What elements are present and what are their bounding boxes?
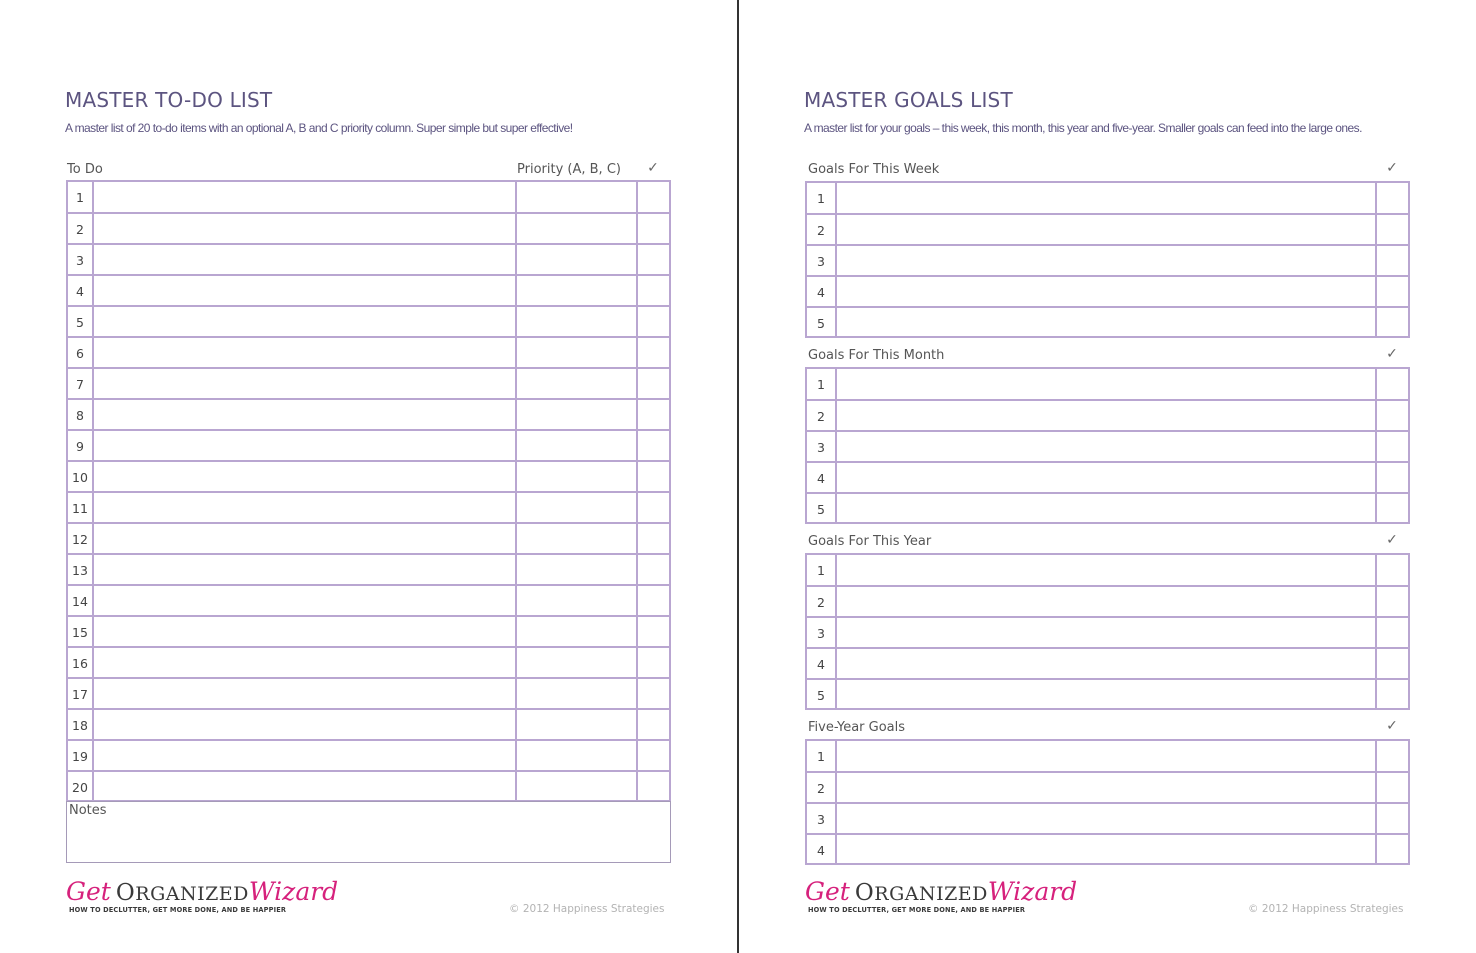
table-row xyxy=(68,336,669,368)
row-number: 1 xyxy=(807,369,837,400)
section-label: Goals For This Week xyxy=(808,162,940,177)
row-number: 10 xyxy=(68,462,94,492)
table-row xyxy=(68,646,669,678)
priority-cell[interactable] xyxy=(515,245,636,275)
copyright-notice: © 2012 Happiness Strategies xyxy=(509,903,665,915)
section-label: Five-Year Goals xyxy=(808,720,906,735)
priority-cell[interactable] xyxy=(515,679,636,709)
table-row xyxy=(807,275,1408,307)
logo-organized-text: RGANIZED xyxy=(874,883,988,905)
goal-cell[interactable] xyxy=(837,618,1375,648)
logo-organized-initial: O xyxy=(115,880,136,906)
goals-table xyxy=(805,739,1410,865)
check-cell[interactable] xyxy=(636,617,669,647)
table-row xyxy=(807,833,1408,865)
goal-cell[interactable] xyxy=(837,463,1375,493)
todo-page xyxy=(0,0,737,953)
check-column-icon: ✓ xyxy=(1386,346,1398,362)
check-cell[interactable] xyxy=(636,493,669,523)
check-cell[interactable] xyxy=(1375,555,1408,586)
table-row xyxy=(807,647,1408,679)
logo-get-text: Get xyxy=(66,877,111,906)
table-row xyxy=(68,212,669,244)
row-number: 3 xyxy=(807,432,837,462)
check-column-icon: ✓ xyxy=(1386,532,1398,548)
priority-cell[interactable] xyxy=(515,338,636,368)
page-subtitle: A master list for your goals – this week, this month, this year and five-year. Smaller goals can feed into the large ones. xyxy=(804,121,1362,135)
check-cell[interactable] xyxy=(636,400,669,430)
table-row xyxy=(68,553,669,585)
check-cell[interactable] xyxy=(636,741,669,771)
logo-get-text: Get xyxy=(805,877,850,906)
priority-cell[interactable] xyxy=(515,586,636,616)
priority-cell[interactable] xyxy=(515,648,636,678)
row-number: 4 xyxy=(807,277,837,307)
table-row xyxy=(807,678,1408,710)
check-column-icon: ✓ xyxy=(647,160,659,176)
logo-tagline: HOW TO DECLUTTER, GET MORE DONE, AND BE HAPPIER xyxy=(808,906,1026,914)
row-number: 4 xyxy=(68,276,94,306)
table-row xyxy=(807,741,1408,772)
goal-cell[interactable] xyxy=(837,741,1375,772)
check-cell[interactable] xyxy=(636,524,669,554)
row-number: 2 xyxy=(68,214,94,244)
table-row xyxy=(68,243,669,275)
goals-table xyxy=(805,367,1410,524)
table-row xyxy=(68,584,669,616)
check-cell[interactable] xyxy=(1375,494,1408,524)
check-cell[interactable] xyxy=(1375,618,1408,648)
priority-cell[interactable] xyxy=(515,710,636,740)
row-number: 1 xyxy=(807,183,837,214)
todo-table xyxy=(66,180,671,802)
row-number: 2 xyxy=(807,215,837,245)
row-number: 5 xyxy=(807,308,837,338)
goal-cell[interactable] xyxy=(837,804,1375,834)
check-cell[interactable] xyxy=(1375,587,1408,617)
row-number: 12 xyxy=(68,524,94,554)
todo-cell[interactable] xyxy=(94,245,516,275)
row-number: 1 xyxy=(807,741,837,772)
check-cell[interactable] xyxy=(636,182,669,213)
row-number: 15 xyxy=(68,617,94,647)
todo-cell[interactable] xyxy=(94,772,516,802)
row-number: 11 xyxy=(68,493,94,523)
table-row xyxy=(68,182,669,213)
table-row xyxy=(807,183,1408,214)
priority-cell[interactable] xyxy=(515,182,636,213)
row-number: 9 xyxy=(68,431,94,461)
table-row xyxy=(807,585,1408,617)
row-number: 5 xyxy=(68,307,94,337)
check-cell[interactable] xyxy=(636,586,669,616)
page-subtitle: A master list of 20 to-do items with an optional A, B and C priority column. Super simple but super effective! xyxy=(65,121,573,135)
table-row xyxy=(68,615,669,647)
table-row xyxy=(68,708,669,740)
priority-cell[interactable] xyxy=(515,431,636,461)
logo-wizard-text: Wizard xyxy=(248,877,339,906)
row-number: 1 xyxy=(68,182,94,213)
row-number: 5 xyxy=(807,680,837,710)
check-cell[interactable] xyxy=(636,710,669,740)
section-label: Goals For This Year xyxy=(808,534,932,549)
goal-cell[interactable] xyxy=(837,587,1375,617)
check-cell[interactable] xyxy=(636,276,669,306)
row-number: 4 xyxy=(807,835,837,865)
todo-cell[interactable] xyxy=(94,276,516,306)
check-column-icon: ✓ xyxy=(1386,718,1398,734)
goals-table xyxy=(805,553,1410,710)
row-number: 2 xyxy=(807,401,837,431)
todo-cell[interactable] xyxy=(94,493,516,523)
copyright-notice: © 2012 Happiness Strategies xyxy=(1248,903,1404,915)
row-number: 3 xyxy=(807,246,837,276)
goal-cell[interactable] xyxy=(837,215,1375,245)
check-cell[interactable] xyxy=(1375,463,1408,493)
priority-cell[interactable] xyxy=(515,214,636,244)
table-row xyxy=(807,399,1408,431)
table-row xyxy=(807,802,1408,834)
table-row xyxy=(68,429,669,461)
row-number: 13 xyxy=(68,555,94,585)
check-cell[interactable] xyxy=(1375,835,1408,865)
table-row xyxy=(68,770,669,802)
priority-cell[interactable] xyxy=(515,462,636,492)
priority-cell[interactable] xyxy=(515,524,636,554)
priority-cell[interactable] xyxy=(515,276,636,306)
todo-cell[interactable] xyxy=(94,741,516,771)
table-row xyxy=(68,491,669,523)
todo-cell[interactable] xyxy=(94,710,516,740)
row-number: 7 xyxy=(68,369,94,399)
logo-organized-initial: O xyxy=(854,880,875,906)
row-number: 14 xyxy=(68,586,94,616)
priority-cell[interactable] xyxy=(515,741,636,771)
todo-cell[interactable] xyxy=(94,617,516,647)
check-cell[interactable] xyxy=(636,369,669,399)
priority-cell[interactable] xyxy=(515,369,636,399)
priority-cell[interactable] xyxy=(515,400,636,430)
row-number: 8 xyxy=(68,400,94,430)
priority-cell[interactable] xyxy=(515,772,636,802)
row-number: 17 xyxy=(68,679,94,709)
todo-cell[interactable] xyxy=(94,400,516,430)
check-cell[interactable] xyxy=(1375,369,1408,400)
todo-cell[interactable] xyxy=(94,369,516,399)
check-cell[interactable] xyxy=(1375,680,1408,710)
goal-cell[interactable] xyxy=(837,835,1375,865)
check-cell[interactable] xyxy=(1375,773,1408,803)
row-number: 4 xyxy=(807,463,837,493)
goal-cell[interactable] xyxy=(837,773,1375,803)
todo-cell[interactable] xyxy=(94,214,516,244)
table-row xyxy=(68,274,669,306)
table-row xyxy=(68,677,669,709)
notes-label: Notes xyxy=(69,803,107,818)
page-title: MASTER GOALS LIST xyxy=(804,88,1013,112)
goal-cell[interactable] xyxy=(837,277,1375,307)
table-row xyxy=(68,522,669,554)
priority-cell[interactable] xyxy=(515,307,636,337)
row-number: 4 xyxy=(807,649,837,679)
row-number: 3 xyxy=(807,618,837,648)
check-column-icon: ✓ xyxy=(1386,160,1398,176)
check-cell[interactable] xyxy=(636,431,669,461)
row-number: 1 xyxy=(807,555,837,586)
notes-box[interactable] xyxy=(66,801,671,863)
row-number: 20 xyxy=(68,772,94,802)
goal-cell[interactable] xyxy=(837,246,1375,276)
page-title: MASTER TO-DO LIST xyxy=(65,88,273,112)
logo xyxy=(66,877,338,914)
todo-cell[interactable] xyxy=(94,307,516,337)
row-number: 6 xyxy=(68,338,94,368)
check-cell[interactable] xyxy=(1375,215,1408,245)
todo-column-header: To Do xyxy=(67,162,103,177)
check-cell[interactable] xyxy=(1375,401,1408,431)
table-row xyxy=(68,398,669,430)
table-row xyxy=(68,367,669,399)
row-number: 2 xyxy=(807,587,837,617)
row-number: 16 xyxy=(68,648,94,678)
check-cell[interactable] xyxy=(636,338,669,368)
check-cell[interactable] xyxy=(636,214,669,244)
check-cell[interactable] xyxy=(636,648,669,678)
goal-cell[interactable] xyxy=(837,369,1375,400)
todo-cell[interactable] xyxy=(94,679,516,709)
priority-cell[interactable] xyxy=(515,493,636,523)
table-row xyxy=(807,492,1408,524)
table-row xyxy=(68,305,669,337)
table-row xyxy=(807,555,1408,586)
check-cell[interactable] xyxy=(636,555,669,585)
check-cell[interactable] xyxy=(1375,246,1408,276)
goal-cell[interactable] xyxy=(837,494,1375,524)
row-number: 19 xyxy=(68,741,94,771)
check-cell[interactable] xyxy=(636,245,669,275)
logo xyxy=(805,877,1077,914)
check-cell[interactable] xyxy=(1375,308,1408,338)
row-number: 2 xyxy=(807,773,837,803)
todo-cell[interactable] xyxy=(94,462,516,492)
priority-cell[interactable] xyxy=(515,555,636,585)
todo-cell[interactable] xyxy=(94,431,516,461)
goal-cell[interactable] xyxy=(837,401,1375,431)
goal-cell[interactable] xyxy=(837,308,1375,338)
check-cell[interactable] xyxy=(1375,432,1408,462)
check-cell[interactable] xyxy=(1375,277,1408,307)
check-cell[interactable] xyxy=(1375,649,1408,679)
check-cell[interactable] xyxy=(636,462,669,492)
row-number: 3 xyxy=(807,804,837,834)
check-cell[interactable] xyxy=(636,772,669,802)
table-row xyxy=(807,369,1408,400)
table-row xyxy=(807,306,1408,338)
table-row xyxy=(68,739,669,771)
table-row xyxy=(807,771,1408,803)
check-cell[interactable] xyxy=(1375,804,1408,834)
check-cell[interactable] xyxy=(636,307,669,337)
table-row xyxy=(68,460,669,492)
todo-cell[interactable] xyxy=(94,524,516,554)
logo-tagline: HOW TO DECLUTTER, GET MORE DONE, AND BE HAPPIER xyxy=(69,906,287,914)
row-number: 5 xyxy=(807,494,837,524)
todo-cell[interactable] xyxy=(94,648,516,678)
goals-page xyxy=(739,0,1476,953)
check-cell[interactable] xyxy=(636,679,669,709)
row-number: 3 xyxy=(68,245,94,275)
goal-cell[interactable] xyxy=(837,680,1375,710)
todo-cell[interactable] xyxy=(94,586,516,616)
todo-cell[interactable] xyxy=(94,182,516,213)
table-row xyxy=(807,616,1408,648)
check-cell[interactable] xyxy=(1375,183,1408,214)
todo-cell[interactable] xyxy=(94,338,516,368)
goal-cell[interactable] xyxy=(837,555,1375,586)
table-row xyxy=(807,213,1408,245)
logo-wizard-text: Wizard xyxy=(987,877,1078,906)
table-row xyxy=(807,430,1408,462)
priority-column-header: Priority (A, B, C) xyxy=(517,162,621,177)
table-row xyxy=(807,244,1408,276)
section-label: Goals For This Month xyxy=(808,348,945,363)
table-row xyxy=(807,461,1408,493)
row-number: 18 xyxy=(68,710,94,740)
priority-cell[interactable] xyxy=(515,617,636,647)
goals-table xyxy=(805,181,1410,338)
goal-cell[interactable] xyxy=(837,183,1375,214)
check-cell[interactable] xyxy=(1375,741,1408,772)
goal-cell[interactable] xyxy=(837,649,1375,679)
todo-cell[interactable] xyxy=(94,555,516,585)
goal-cell[interactable] xyxy=(837,432,1375,462)
logo-organized-text: RGANIZED xyxy=(135,883,249,905)
